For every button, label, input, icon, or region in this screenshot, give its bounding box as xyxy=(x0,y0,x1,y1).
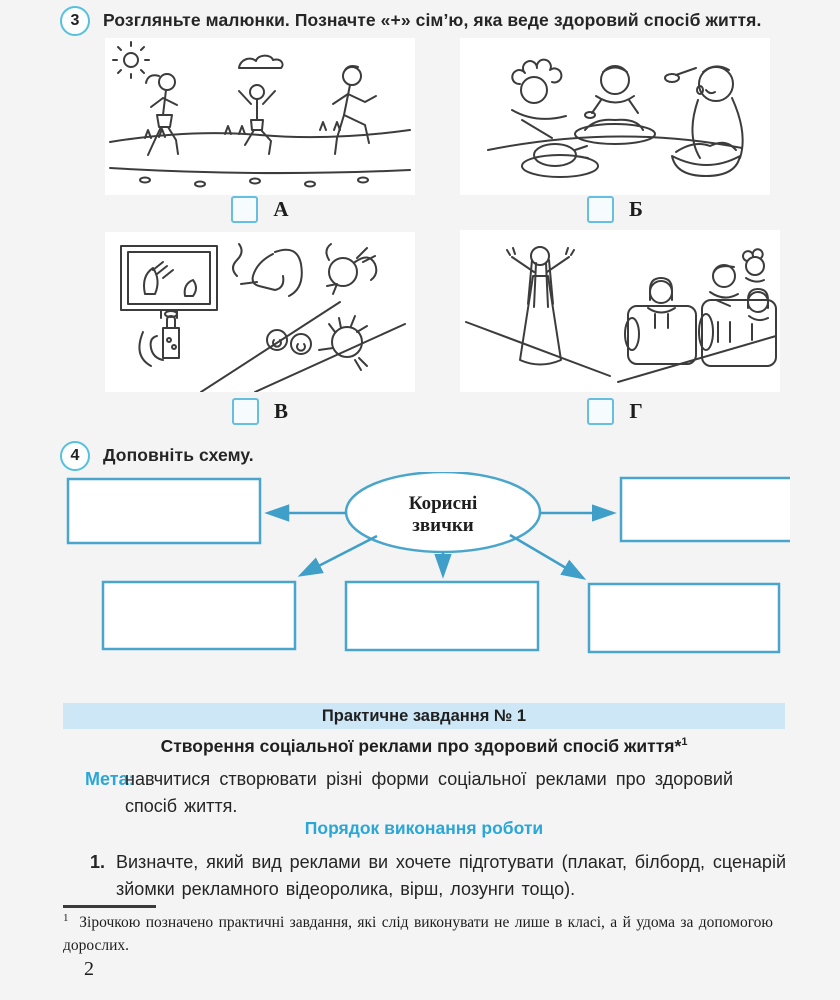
option-g-label: Г xyxy=(629,398,643,423)
scheme-empty-box-left[interactable] xyxy=(68,479,260,543)
child-runner xyxy=(239,85,275,154)
tv-icon xyxy=(121,246,217,318)
practical-task-subtitle-footnote-ref: 1 xyxy=(681,736,688,749)
arrow-to-bottom-right-box xyxy=(510,535,583,578)
family-overeating-illustration xyxy=(460,38,770,195)
footnote xyxy=(63,911,773,957)
boy-smoking xyxy=(267,316,367,370)
seated-mother xyxy=(625,278,696,364)
family-jogging-illustration xyxy=(105,38,415,195)
picture-option-g xyxy=(460,230,780,392)
practical-task-subtitle-text: Створення соціальної реклами про здоровий спосіб життя* xyxy=(160,736,682,756)
footnote-rule xyxy=(63,905,156,908)
scheme-center-label-line2: звички xyxy=(412,515,474,536)
scheme-center-label-line1: Корисні xyxy=(408,493,478,514)
checkbox-option-a[interactable] xyxy=(231,196,258,223)
picture-option-a xyxy=(105,38,415,195)
task3-number-badge: 3 xyxy=(60,6,90,36)
meta-label: Мета: xyxy=(85,769,135,789)
task3-title: Розгляньте малюнки. Позначте «+» сім’ю, яка веде здоровий спосіб життя. xyxy=(103,10,762,30)
task4-header xyxy=(60,441,254,471)
seated-sister xyxy=(748,289,768,340)
step-1-number: 1. xyxy=(90,852,106,872)
option-a xyxy=(105,195,415,223)
singer xyxy=(507,247,574,365)
step-1-text: Визначте, який вид реклами ви хочете підготувати (плакат, білборд, сценарій зйомки рекламного відеоролика, вірш, лозунги тощо). xyxy=(116,852,786,899)
mother-eating xyxy=(512,60,566,138)
practical-task-header: Практичне завдання № 1 xyxy=(63,703,785,729)
scheme-empty-box-bottom-left[interactable] xyxy=(103,582,295,649)
checkbox-option-v[interactable] xyxy=(232,398,259,425)
brother-behind xyxy=(743,249,764,281)
meta-text: навчитися створювати різні форми соціальної реклами про здоровий спосіб життя. xyxy=(125,769,733,816)
family-at-concert-illustration xyxy=(460,230,780,392)
scheme-empty-box-bottom-center[interactable] xyxy=(346,582,538,650)
mother-runner xyxy=(146,74,178,155)
option-a-label: А xyxy=(273,196,289,221)
task4-title: Доповніть схему. xyxy=(103,445,254,465)
boy-eating xyxy=(585,66,638,118)
scheme-empty-box-right[interactable] xyxy=(621,478,790,541)
option-g xyxy=(460,397,770,425)
footnote-text: Зірочкою позначено практичні завдання, які слід виконувати не лише в класі, а й удома за допомогою дорослих. xyxy=(63,914,773,954)
cloud-icon xyxy=(239,56,283,68)
mother-smoking xyxy=(326,244,376,294)
father-smoking xyxy=(233,244,302,296)
option-v-label: В xyxy=(273,398,288,423)
sun-icon xyxy=(113,42,149,78)
work-order-heading: Порядок виконання роботи xyxy=(304,818,544,838)
option-b xyxy=(460,195,770,223)
footnote-marker: 1 xyxy=(63,912,69,924)
option-b-label: Б xyxy=(629,196,643,221)
arrow-to-bottom-left-box xyxy=(301,536,377,575)
father-runner xyxy=(333,66,376,154)
checkbox-option-b[interactable] xyxy=(587,196,614,223)
picture-option-b xyxy=(460,38,770,195)
checkbox-option-g[interactable] xyxy=(587,398,614,425)
page-number: 2 xyxy=(84,958,94,980)
meta-paragraph xyxy=(85,766,733,820)
picture-option-v xyxy=(105,232,415,392)
useful-habits-scheme xyxy=(60,472,790,668)
option-v xyxy=(105,397,415,425)
bottle-in-hand xyxy=(139,311,179,366)
family-smoking-illustration xyxy=(105,232,415,392)
scheme-empty-box-bottom-right[interactable] xyxy=(589,584,779,652)
practical-task-subtitle xyxy=(63,736,785,757)
step-1 xyxy=(90,849,786,903)
task3-header xyxy=(60,6,803,36)
task4-number-badge: 4 xyxy=(60,441,90,471)
